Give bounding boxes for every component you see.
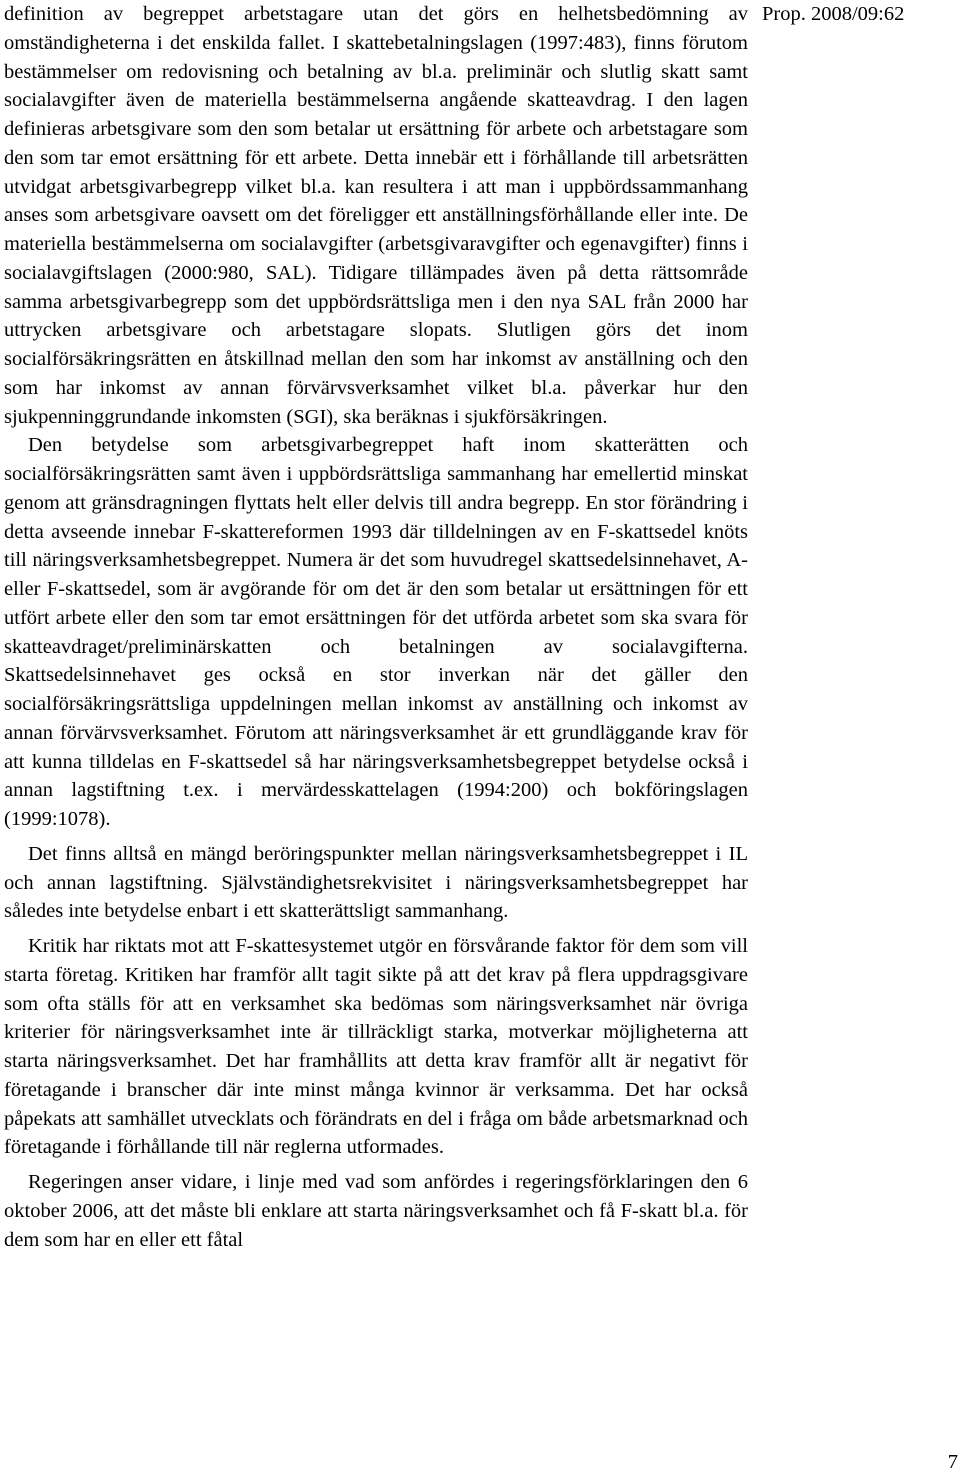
page-number: 7 bbox=[947, 1451, 958, 1473]
body-text bbox=[4, 0, 748, 1254]
document-reference: Prop. 2008/09:62 bbox=[762, 3, 905, 25]
paragraph-5: Regeringen anser vidare, i linje med vad som anfördes i regeringsförklaringen den 6 oktober 2006, att det måste bli enklare att starta näringsverksamhet och få F-skatt bl.a. för dem som har en eller ett fåtal bbox=[4, 1171, 748, 1251]
paragraph-4: Kritik har riktats mot att F-skattesystemet utgör en försvårande faktor för dem som vill starta företag. Kritiken har framför allt tagit sikte på att det krav på flera uppdragsgivare som ofta ställs för att en verksamhet ska bedömas som näringsverksamhet när övriga kriterier för näringsverksamhet inte är tillräckligt starka, motverkar möjligheterna att starta näringsverksamhet. Det har framhållits att detta krav framför allt är negativt för företagande i branscher där inte minst många kvinnor är verksamma. Det har också påpekats att samhället utvecklats och förändrats en del i fråga om både arbetsmarknad och företagande i förhållande till när reglerna utformades. bbox=[4, 935, 748, 1159]
paragraph-2: Den betydelse som arbetsgivarbegreppet haft inom skatterätten och socialförsäkringsrätten samt även i uppbördsrättsliga sammanhang har emellertid minskat genom att gränsdragningen flyttats helt eller delvis till andra begrepp. En stor förändring i detta avseende innebar F-skattereformen 1993 där tilldelningen av en F-skattsedel knöts till näringsverksamhetsbegreppet. Numera är det som huvudregel skattsedelsinnehavet, A- eller F-skattsedel, som är avgörande för om det är den som betalar ut ersättningen för ett utfört arbete eller den som tar emot ersättningen för det utförda arbetet som ska svara för skatteavdraget/preliminärskatten och betalningen av socialavgifterna. Skattsedelsinnehavet ges också en stor inverkan när det gäller den socialförsäkringsrättsliga uppdelningen mellan inkomst av anställning och inkomst av annan förvärvsverksamhet. Förutom att näringsverksamhet är ett grundläggande krav för att kunna tilldelas en F-skattsedel så har näringsverksamhetsbegreppet betydelse också i annan lagstiftning t.ex. i mervärdesskattelagen (1994:200) och bokföringslagen (1999:1078). bbox=[4, 434, 748, 830]
paragraph-1: definition av begreppet arbetstagare utan det görs en helhetsbedömning av omständigheterna i det enskilda fallet. I skattebetalningslagen (1997:483), finns förutom bestämmelser om redovisning och betalning av bl.a. preliminär och slutlig skatt samt socialavgifter även de materiella bestämmelserna angående skatteavdrag. I den lagen definieras arbetsgivare som den som betalar ut ersättning för arbete och arbetstagare som den som tar emot ersättning för ett arbete. Detta innebär ett i förhållande till arbetsrätten utvidgat arbetsgivarbegrepp vilket bl.a. kan resultera i att man i uppbördssammanhang anses som arbetsgivare oavsett om det föreligger ett anställningsförhållande eller inte. De materiella bestämmelserna om socialavgifter (arbetsgivaravgifter och egenavgifter) finns i socialavgiftslagen (2000:980, SAL). Tidigare tillämpades även på detta rättsområde samma arbetsgivarbegrepp som det uppbördsrättsliga men i den nya SAL från 2000 har uttrycken arbetsgivare och arbetstagare slopats. Slutligen görs det inom socialförsäkringsrätten en åtskillnad mellan den som har inkomst av anställning och den som har inkomst av annan förvärvsverksamhet vilket bl.a. påverkar hur den sjukpenninggrundande inkomsten (SGI), ska beräknas i sjukförsäkringen. bbox=[4, 3, 748, 428]
paragraph-3: Det finns alltså en mängd beröringspunkter mellan näringsverksamhetsbegreppet i IL och annan lagstiftning. Självständighetsrekvisitet i näringsverksamhetsbegreppet har således inte betydelse enbart i ett skatterättsligt sammanhang. bbox=[4, 842, 748, 923]
